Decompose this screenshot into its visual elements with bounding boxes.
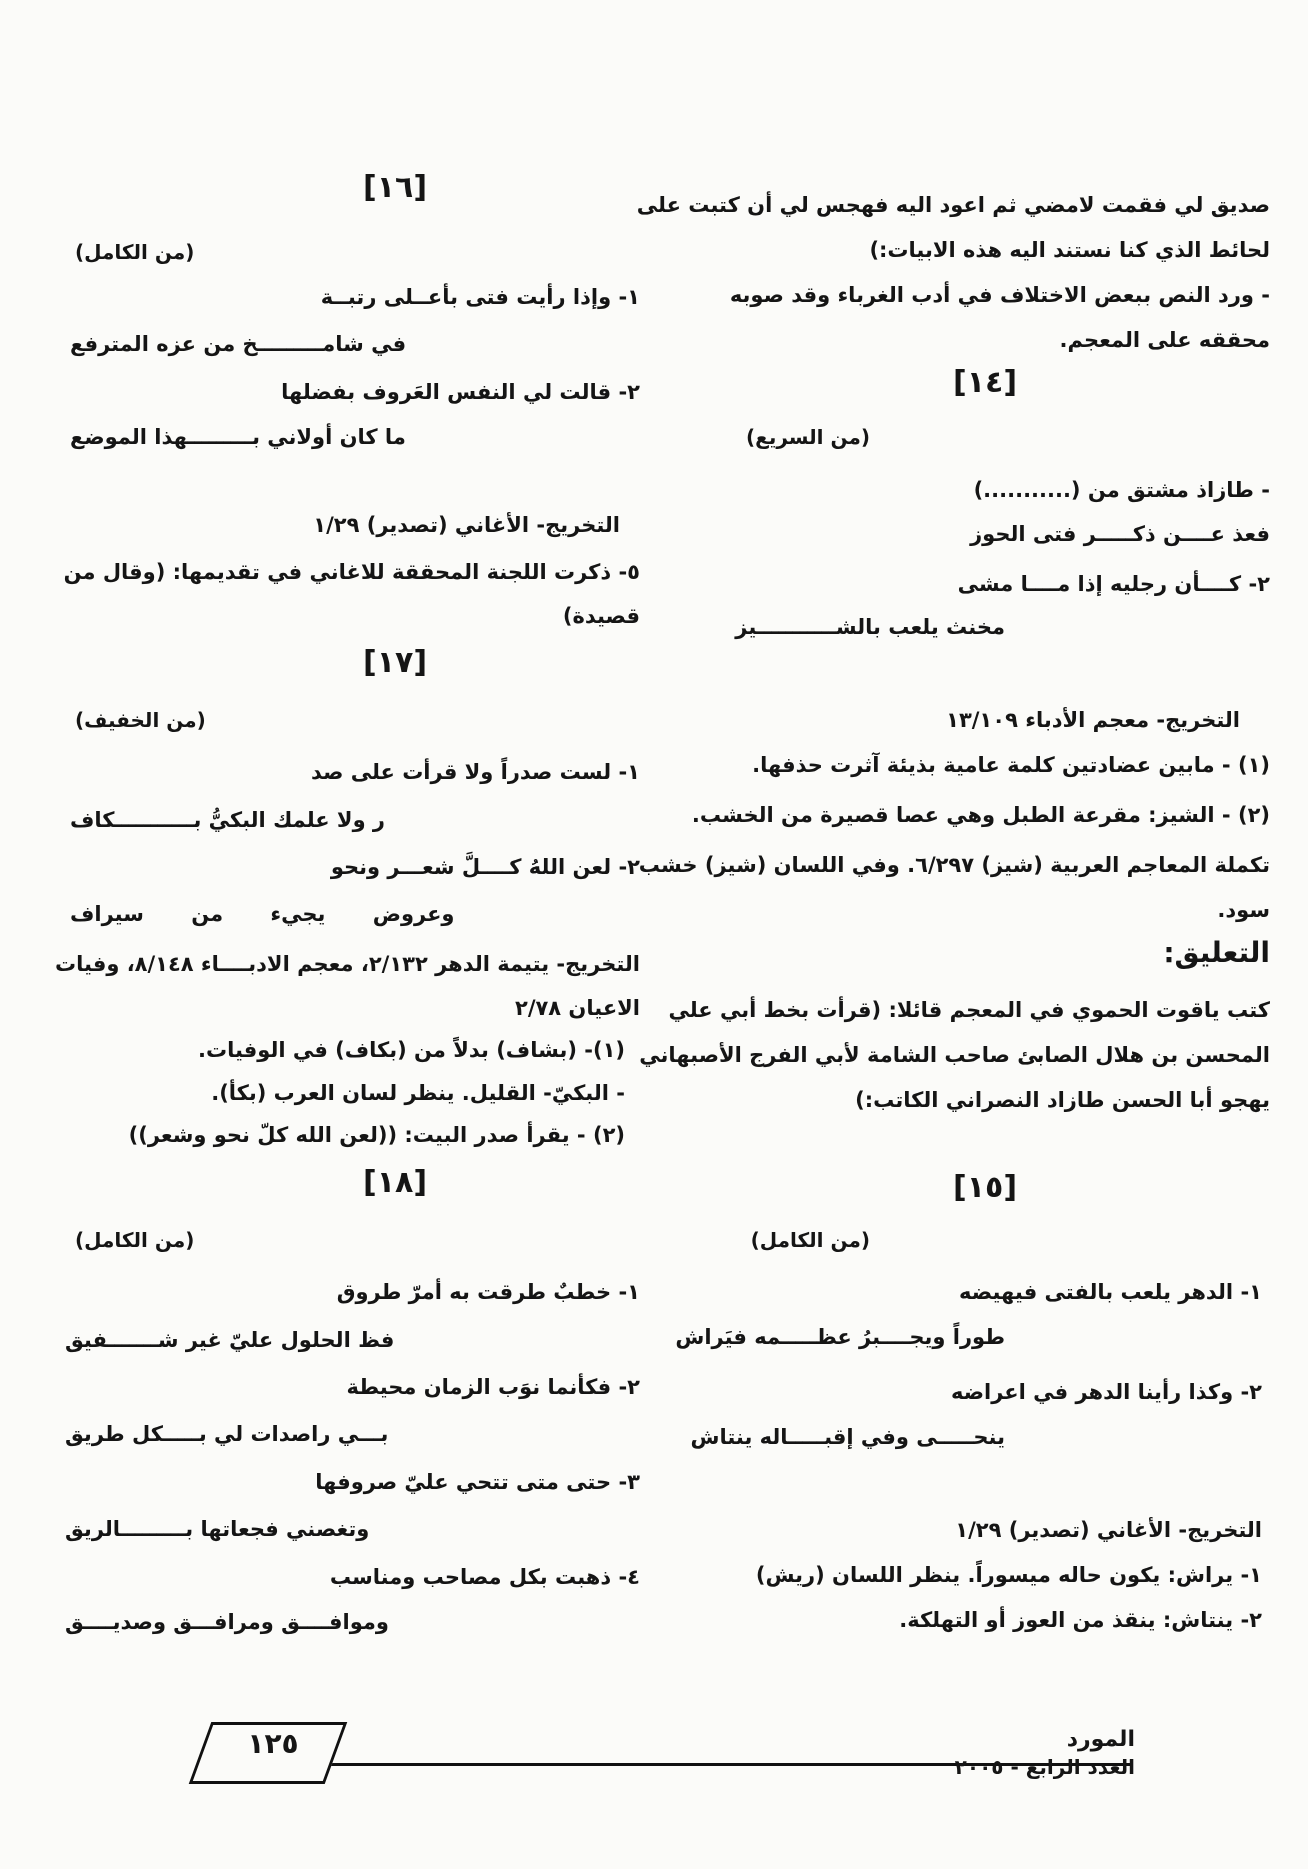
- commentary-line: المحسن بن هلال الصابئ صاحب الشامة لأبي الفرج الأصبهاني: [639, 1043, 1270, 1067]
- footnote: (١) - مابين عضادتين كلمة عامية بذيئة آثرت حذفها.: [752, 753, 1270, 777]
- verse-hemistich: ١- الدهر يلعب بالفتى فيهيضه: [959, 1280, 1262, 1304]
- verse-hemistich: فظ الحلول عليّ غير شـــــــفيق: [65, 1328, 395, 1352]
- commentary-title: التعليق:: [1163, 936, 1270, 969]
- journal-name: المورد: [1066, 1727, 1135, 1752]
- meter-label: (من السريع): [746, 425, 870, 449]
- verse-hemistich: ٢- كــــأن رجليه إذا مــــا مشى: [957, 572, 1270, 596]
- verse-hemistich: بـــي راصدات لي بـــــكل طريق: [65, 1422, 389, 1446]
- verse-hemistich: ٢- لعن اللهُ كــــلَّ شعـــر ونحو: [330, 855, 640, 879]
- poem-heading-17: [١٧]: [362, 645, 428, 680]
- meter-label: (من الكامل): [75, 240, 195, 264]
- poem-heading-14: [١٤]: [952, 365, 1018, 400]
- verse-hemistich: وتغصني فجعاتها بـــــــــالريق: [65, 1517, 370, 1541]
- page-number: ١٢٥: [247, 1727, 299, 1760]
- verse-hemistich: فعذ عــــن ذكـــــر فتى الحوز: [970, 522, 1270, 546]
- footnote: تكملة المعاجم العربية (شيز) ٦/٢٩٧. وفي اللسان (شيز) خشب: [638, 853, 1270, 877]
- footnote: (٢) - يقرأ صدر البيت: ((لعن الله كلّ نحو وشعر)): [128, 1123, 625, 1147]
- verse-hemistich: ١- خطبٌ طرقت به أمرّ طروق: [336, 1280, 640, 1304]
- commentary-line: يهجو أبا الحسن طازاد النصراني الكاتب:): [855, 1088, 1270, 1112]
- verse-line: - طازاذ مشتق من (...........): [973, 478, 1270, 502]
- verse-hemistich: ٢- وكذا رأينا الدهر في اعراضه: [951, 1380, 1262, 1404]
- intro-line: - ورد النص ببعض الاختلاف في أدب الغرباء وقد صوبه: [729, 283, 1270, 307]
- poem-heading-18: [١٨]: [362, 1165, 428, 1200]
- verse-hemistich: ٢- قالت لي النفس العَروف بفضلها: [281, 380, 640, 404]
- verse-hemistich: في شامـــــــــخ من عزه المترفع: [70, 332, 407, 356]
- footnote: سود.: [1217, 898, 1270, 922]
- takhrij: التخريج- الأغاني (تصدير) ١/٢٩: [313, 513, 620, 537]
- issue-label: العدد الرابع - ٢٠٠٥: [954, 1755, 1135, 1779]
- note: ٥- ذكرت اللجنة المحققة للاغاني في تقديمها: (وقال من قصيدة): [63, 560, 640, 628]
- intro-line: لحائط الذي كنا نستند اليه هذه الابيات:): [869, 238, 1270, 262]
- footnote: - البكيّ- القليل. ينظر لسان العرب (بكأ).: [211, 1081, 625, 1105]
- takhrij: التخريج- يتيمة الدهر ٢/١٣٢، معجم الادبــــاء ٨/١٤٨، وفيات الاعيان ٢/٧٨: [55, 952, 640, 1020]
- footnote: (٢) - الشيز: مقرعة الطبل وهي عصا قصيرة من الخشب.: [691, 803, 1270, 827]
- verse-hemistich: ٣- حتى متى تتحي عليّ صروفها: [315, 1470, 640, 1494]
- meter-label: (من الكامل): [750, 1228, 870, 1252]
- intro-line: محققه على المعجم.: [1059, 328, 1270, 352]
- poem-heading-16: [١٦]: [362, 170, 428, 205]
- intro-line: صديق لي فقمت لامضي ثم اعود اليه فهجس لي أن كتبت على: [636, 193, 1270, 217]
- verse-hemistich: وموافــــق ومرافـــق وصديــــق: [65, 1610, 389, 1634]
- meter-label: (من الخفيف): [75, 708, 206, 732]
- footnote: (١)- (بشاف) بدلاً من (بكاف) في الوفيات.: [197, 1038, 625, 1062]
- verse-hemistich: ر ولا علمك البكيُّ بـــــــــــكاف: [70, 808, 386, 832]
- footnote: ١- يراش: يكون حاله ميسوراً. ينظر اللسان (ريش): [755, 1563, 1262, 1587]
- takhrij: التخريج- معجم الأدباء ١٣/١٠٩: [946, 708, 1240, 732]
- meter-label: (من الكامل): [75, 1228, 195, 1252]
- commentary-line: كتب ياقوت الحموي في المعجم قائلا: (قرأت بخط أبي علي: [668, 998, 1270, 1022]
- verse-hemistich: طوراً ويجــــبرُ عظـــــمه فيَراش: [675, 1325, 1005, 1349]
- verse-hemistich: ٤- ذهبت بكل مصاحب ومناسب: [329, 1565, 640, 1589]
- takhrij: التخريج- الأغاني (تصدير) ١/٢٩: [955, 1518, 1262, 1542]
- verse-hemistich: ١- وإذا رأيت فتى بأعــلى رتبــة: [320, 285, 640, 309]
- poem-heading-15: [١٥]: [952, 1170, 1018, 1205]
- verse-hemistich: مخنث يلعب بالشـــــــــــيز: [735, 615, 1005, 639]
- verse-hemistich: ينحـــــى وفي إقبـــــاله ينتاش: [690, 1425, 1005, 1449]
- verse-hemistich: وعروض يجيء من سيراف: [70, 902, 455, 926]
- footnote: ٢- ينتاش: ينقذ من العوز أو التهلكة.: [899, 1608, 1262, 1632]
- verse-hemistich: ١- لست صدراً ولا قرأت على صد: [311, 760, 640, 784]
- verse-hemistich: ما كان أولاني بـــــــــهذا الموضع: [70, 425, 406, 449]
- verse-hemistich: ٢- فكأنما نوَب الزمان محيطة: [346, 1375, 640, 1399]
